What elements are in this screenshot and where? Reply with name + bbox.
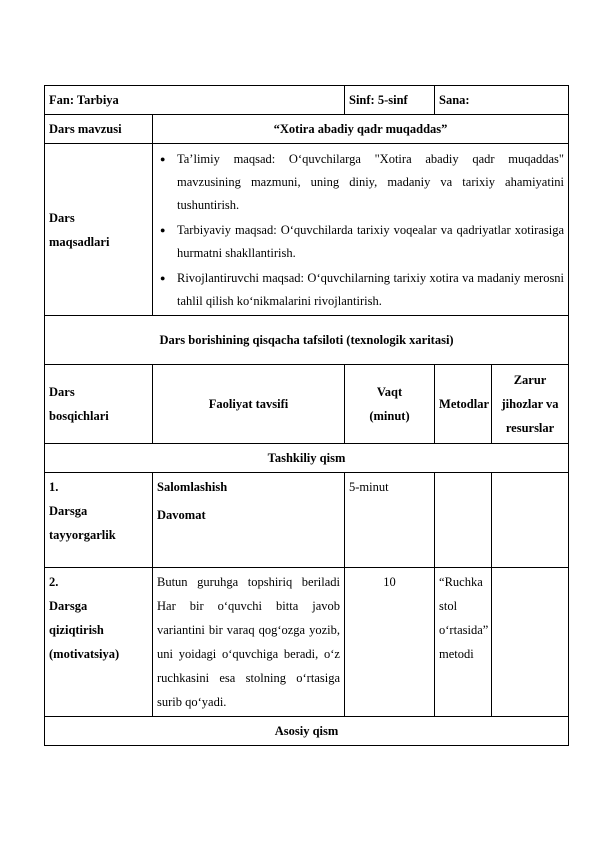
method-cell: [435, 473, 492, 568]
bullet-icon: ●: [160, 225, 166, 235]
equipment-cell: [492, 473, 569, 568]
goal-developmental: ● Rivojlantiruvchi maqsad: O‘quvchilarning tarixiy xotira va madaniy merosni tahlil qilish ko‘nikmalarini rivojlantirish.: [177, 267, 564, 313]
goal-upbringing: ● Tarbiyaviy maqsad: O‘quvchilarda tarixiy voqealar va qadriyatlar xotirasiga hurmatni shakllantirish.: [177, 219, 564, 265]
goals-list: [157, 148, 564, 313]
col-activity: Faoliyat tavsifi: [153, 365, 345, 444]
date-cell: Sana:: [435, 86, 569, 115]
activity-cell: Butun guruhga topshiriq beriladi Har bir o‘quvchi bitta javob variantini bir varaq qog‘ozga yozib, uni yoidagi o‘quvchiga beradi, o‘z ruchkasini esa stolning o‘rtasiga surib qo‘yadi.: [153, 568, 345, 717]
techmap-title-row: [45, 316, 569, 365]
goals-content: [153, 144, 569, 316]
col-methods: Metodlar: [435, 365, 492, 444]
section-main-row: [45, 717, 569, 746]
col-stages: Dars bosqichlari: [45, 365, 153, 444]
goals-label-line2: maqsadlari: [49, 234, 110, 249]
grade-cell: Sinf: 5-sinf: [345, 86, 435, 115]
method-cell: “Ruchka stol o‘rtasida” metodi: [435, 568, 492, 717]
col-equipment: Zarur jihozlar va resurslar: [492, 365, 569, 444]
section-main: Asosiy qism: [45, 717, 569, 746]
activity-cell: Salomlashish Davomat: [153, 473, 345, 568]
section-org: Tashkiliy qism: [45, 444, 569, 473]
time-cell: 10: [345, 568, 435, 717]
bullet-icon: ●: [160, 273, 166, 283]
stage-cell: 2. Darsga qiziqtirish (motivatsiya): [45, 568, 153, 717]
section-org-row: [45, 444, 569, 473]
columns-header-row: [45, 365, 569, 444]
stage-cell: 1. Darsga tayyorgarlik: [45, 473, 153, 568]
topic-label: Dars mavzusi: [45, 115, 153, 144]
lesson-plan-table: [44, 85, 569, 746]
goals-row: [45, 144, 569, 316]
topic-row: [45, 115, 569, 144]
equipment-cell: [492, 568, 569, 717]
header-row: [45, 86, 569, 115]
goal-educational: ● Ta’limiy maqsad: O‘quvchilarga "Xotira abadiy qadr muqaddas" mavzusining mazmuni, uning diniy, madaniy va tarixiy ahamiyatini tushuntirish.: [177, 148, 564, 217]
goals-label-line1: Dars: [49, 210, 75, 225]
col-time: Vaqt (minut): [345, 365, 435, 444]
goals-label: [45, 144, 153, 316]
subject-cell: Fan: Tarbiya: [45, 86, 345, 115]
bullet-icon: ●: [160, 154, 166, 164]
topic-value: “Xotira abadiy qadr muqaddas”: [153, 115, 569, 144]
techmap-title: Dars borishining qisqacha tafsiloti (texnologik xaritasi): [45, 316, 569, 365]
time-cell: 5-minut: [345, 473, 435, 568]
table-row: [45, 568, 569, 717]
table-row: [45, 473, 569, 568]
